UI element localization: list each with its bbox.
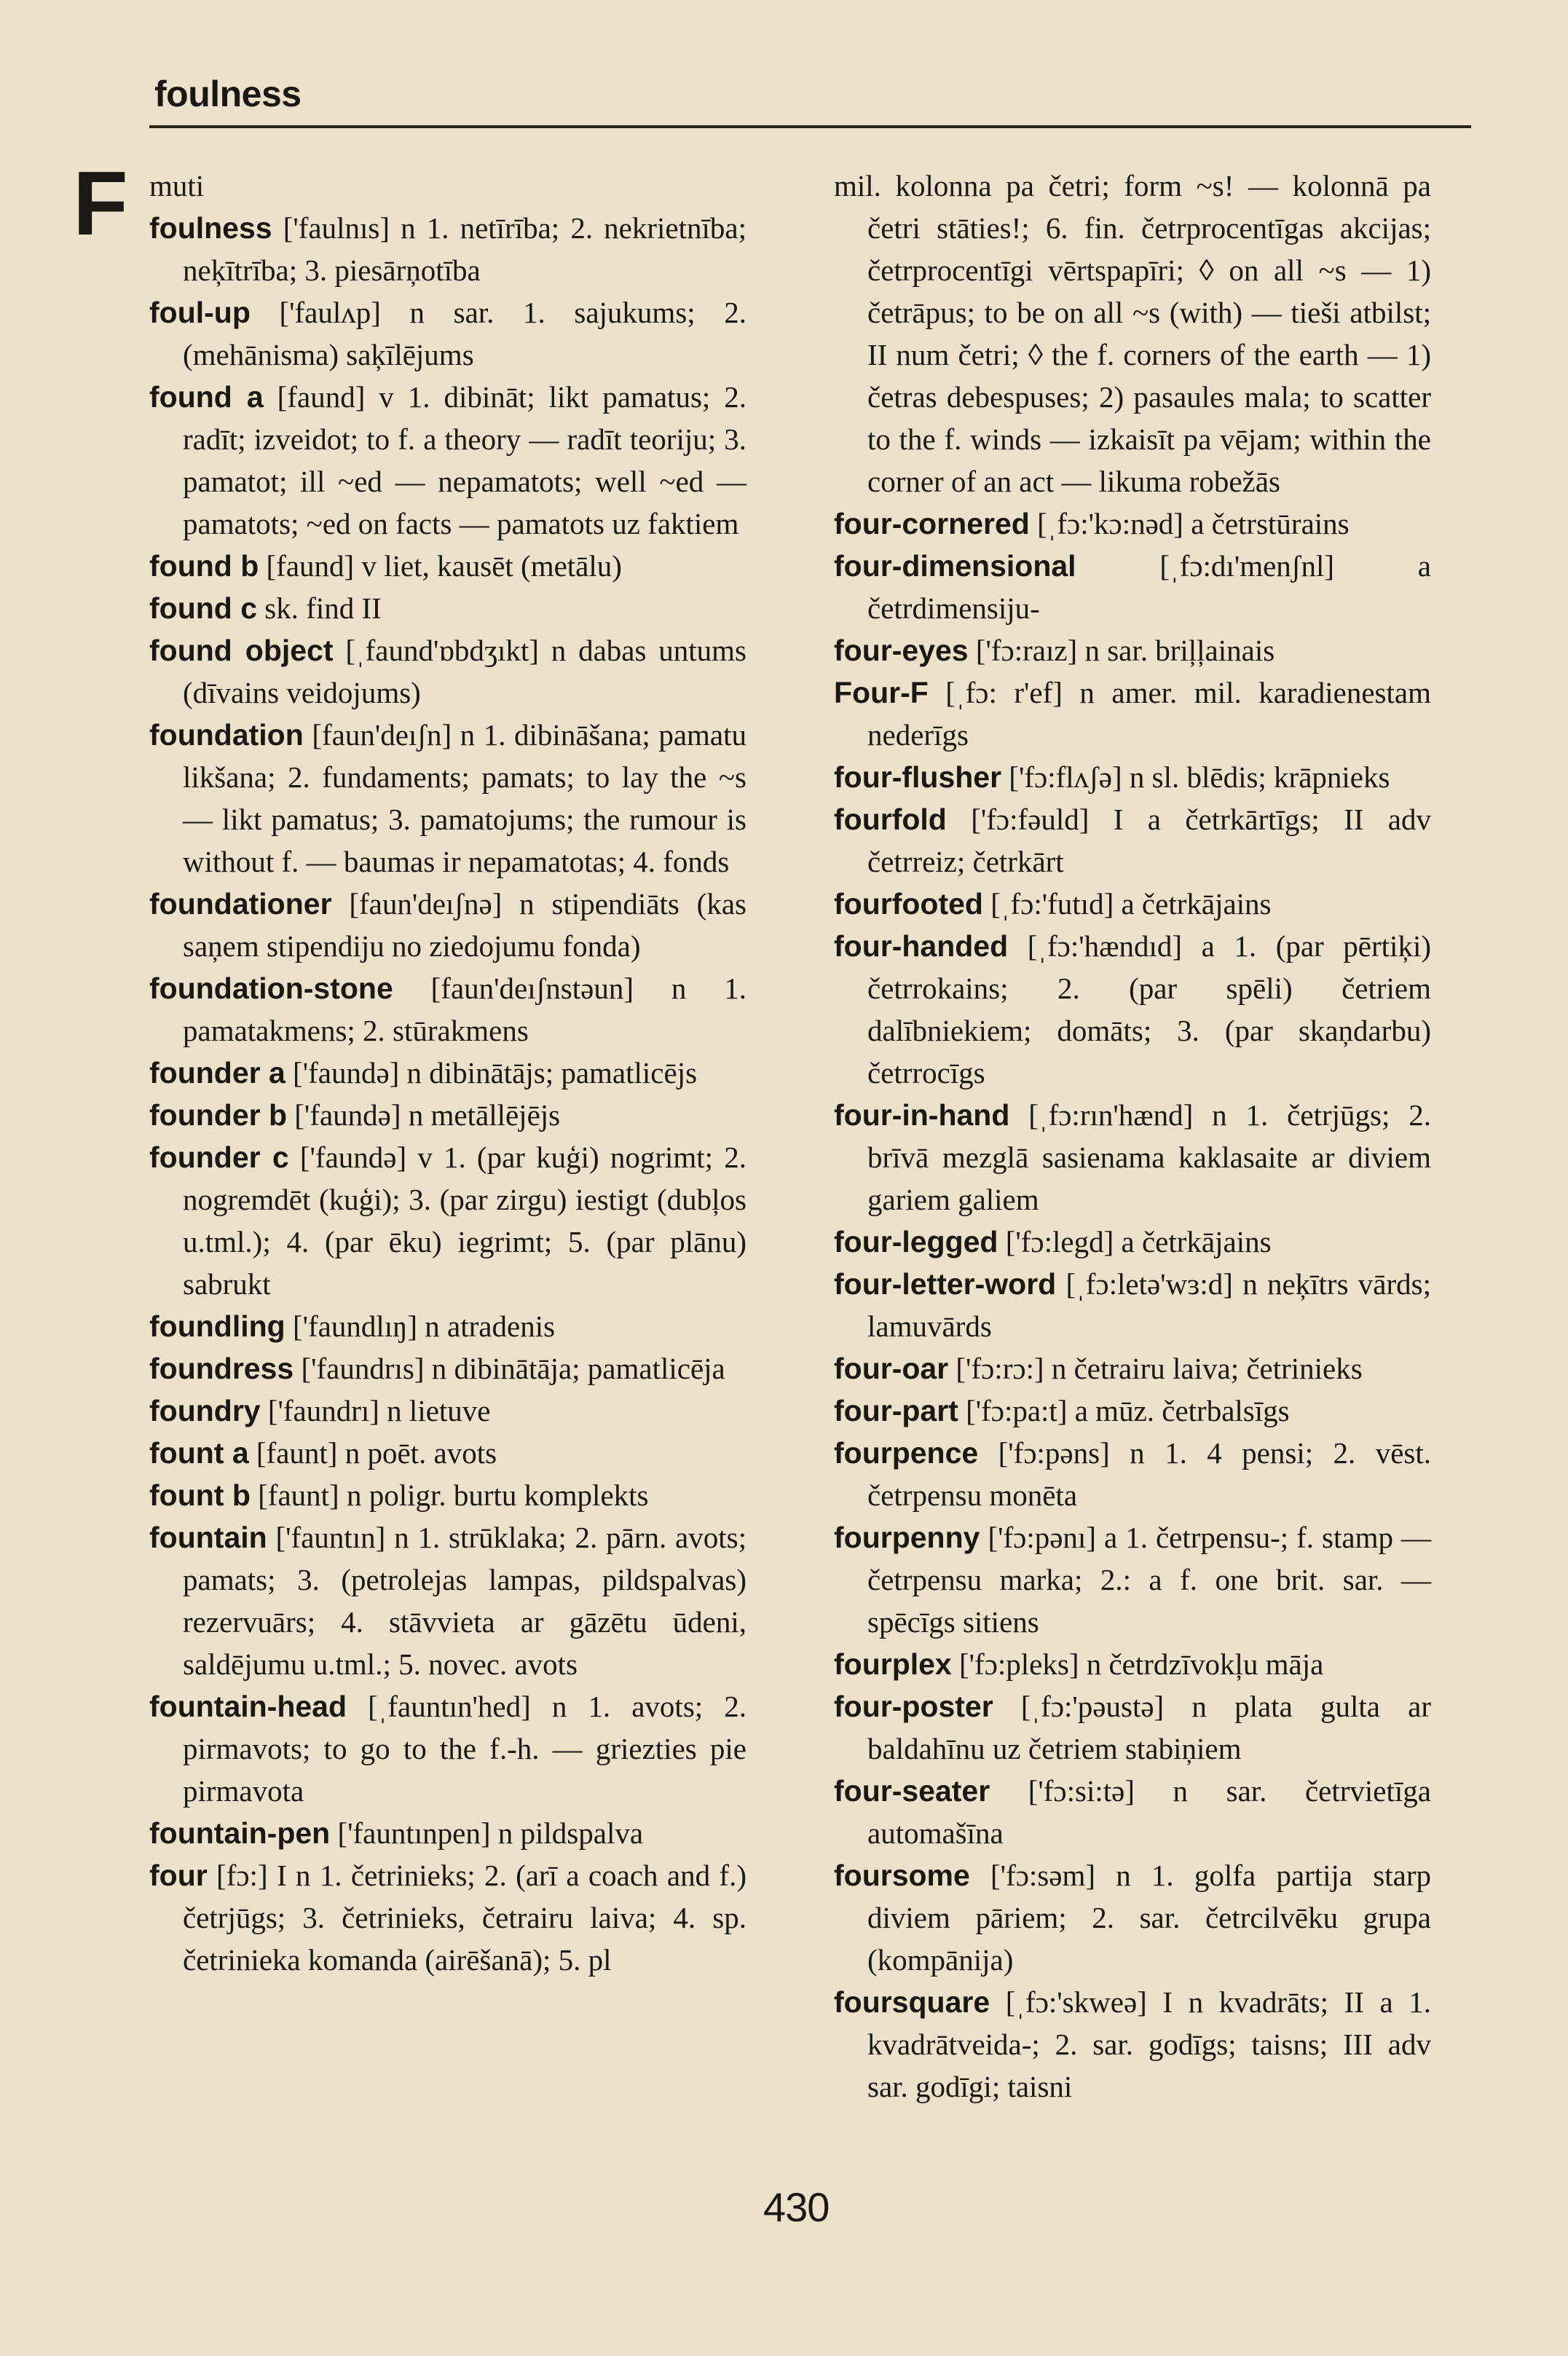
entry-four-letter-word: four-letter-word [ˌfɔ:letə'wɜ:d] n neķītrs vārds; lamuvārds — [834, 1267, 1431, 1343]
thumb-index-letter: F — [73, 154, 128, 254]
page-number: 430 — [763, 2184, 830, 2230]
entry-fountain-head: fountain-head [ˌfauntın'hed] n 1. avots; 2. pirmavots; to go to the f.-h. — griezties pie pirmavota — [149, 1690, 746, 1808]
entry-four-handed: four-handed [ˌfɔ:'hændıd] a 1. (par pērtiķi) četrrokains; 2. (par spēli) četriem dalībniekiem; domāts; 3. (par skaņdarbu) četrrocīgs — [834, 929, 1431, 1090]
entry-foursquare: foursquare [ˌfɔ:'skweə] I n kvadrāts; II a 1. kvadrātveida-; 2. sar. godīgs; taisns; III adv sar. godīgi; taisni — [834, 1985, 1431, 2103]
entry-fourpenny: fourpenny ['fɔ:pənı] a 1. četrpensu-; f. stamp — četrpensu marka; 2.: a f. one brit. sar. — spēcīgs sitiens — [834, 1521, 1431, 1639]
entry-foul-up: foul-up ['faulʌp] n sar. 1. sajukums; 2. (mehānisma) saķīlējums — [149, 296, 746, 371]
entry-four-poster: four-poster [ˌfɔ:'pəustə] n plata gulta ar baldahīnu uz četriem stabiņiem — [834, 1690, 1431, 1765]
entry-fount-b: fount b [faunt] n poligr. burtu komplekts — [149, 1478, 649, 1512]
entry-foundry: foundry ['faundrı] n lietuve — [149, 1394, 491, 1427]
entry-continuation: muti — [149, 169, 205, 202]
entry-four-seater: four-seater ['fɔ:si:tə] n sar. četrvietīga automašīna — [834, 1774, 1431, 1850]
entry-fountain: fountain ['fauntın] n 1. strūklaka; 2. pārn. avots; pamats; 3. (petrolejas lampas, pildspalvas) rezervuārs; 4. stāvvieta ar gāzētu ūdeni, saldējumu u.tml.; 5. novec. avots — [149, 1521, 746, 1681]
entry-foursome: foursome ['fɔ:səm] n 1. golfa partija starp diviem pāriem; 2. sar. četrcilvēku grupa (kompānija) — [834, 1859, 1431, 1977]
entry-four-in-hand: four-in-hand [ˌfɔ:rın'hænd] n 1. četrjūgs; 2. brīvā mezglā sasienama kaklasaite ar diviem gariem galiem — [834, 1098, 1431, 1216]
header-rule — [149, 125, 1471, 128]
entry-fourfold: fourfold ['fɔ:fəuld] I a četrkārtīgs; II adv četrreiz; četrkārt — [834, 803, 1431, 878]
entry-fount-a: fount a [faunt] n poēt. avots — [149, 1436, 497, 1470]
entry-four-legged: four-legged ['fɔ:legd] a četrkājains — [834, 1225, 1272, 1258]
entry-founder-a: founder a ['faundə] n dibinātājs; pamatlicējs — [149, 1056, 698, 1090]
running-head: foulness — [154, 74, 302, 114]
entry-founder-b: founder b ['faundə] n metāllējējs — [149, 1098, 561, 1132]
entry-four-eyes: four-eyes ['fɔ:raız] n sar. briļļainais — [834, 634, 1275, 667]
entry-fourplex: fourplex ['fɔ:pleks] n četrdzīvokļu māja — [834, 1647, 1324, 1681]
entry-four-flusher: four-flusher ['fɔ:flʌʃə] n sl. blēdis; krāpnieks — [834, 760, 1390, 794]
entry-found-c: found c sk. find II — [149, 591, 382, 625]
entry-found-a: found a [faund] v 1. dibināt; likt pamatus; 2. radīt; izveidot; to f. a theory — radīt teoriju; 3. pamatot; ill ~ed — nepamatots; well ~ed — pamatots; ~ed on facts — pamatots uz faktiem — [149, 380, 746, 540]
entry-four-dimensional: four-dimensional [ˌfɔ:dı'menʃnl] a četrdimensiju- — [834, 549, 1431, 625]
entry-founder-c: founder c ['faundə] v 1. (par kuģi) nogrimt; 2. nogremdēt (kuģi); 3. (par zirgu) iestigt (dubļos u.tml.); 4. (par ēku) iegrimt; 5. (par plānu) sabrukt — [149, 1140, 746, 1301]
entry-four-part: four-part ['fɔ:pa:t] a mūz. četrbalsīgs — [834, 1394, 1290, 1427]
entry-foundation: foundation [faun'deıʃn] n 1. dibināšana; pamatu likšana; 2. fundaments; pamats; to lay the ~s — likt pamatus; 3. pamatojums; the rumour is without f. — baumas ir nepamatotas; 4. fonds — [149, 718, 746, 878]
entry-foundationer: foundationer [faun'deıʃnə] n stipendiāts (kas saņem stipendiju no ziedojumu fonda) — [149, 887, 746, 963]
right-column — [834, 165, 1431, 2108]
left-column — [149, 165, 746, 1981]
entry-four-continuation: mil. kolonna pa četri; form ~s! — kolonnā pa četri stāties!; 6. fin. četrprocentīgas akcijas; četrprocentīgi vērtspapīri; ◊ on all ~s — 1) četrāpus; to be on all ~s (with) — tieši atbilst; II num četri; ◊ the f. corners of the earth — 1) četras debespuses; 2) pasaules mala; to scatter to the f. winds — izkaisīt pa vējam; within the corner of an act — likuma robežās — [834, 169, 1431, 498]
entry-foundling: foundling ['faundlıŋ] n atradenis — [149, 1309, 556, 1343]
entry-foundation-stone: foundation-stone [faun'deıʃnstəun] n 1. pamatakmens; 2. stūrakmens — [149, 972, 746, 1047]
entry-foundress: foundress ['faundrıs] n dibinātāja; pamatlicēja — [149, 1352, 725, 1385]
entry-fountain-pen: fountain-pen ['fauntınpen] n pildspalva — [149, 1816, 644, 1850]
entry-fourpence: fourpence ['fɔ:pəns] n 1. 4 pensi; 2. vēst. četrpensu monēta — [834, 1436, 1431, 1512]
entry-fourfooted: fourfooted [ˌfɔ:'futıd] a četrkājains — [834, 887, 1272, 921]
entry-found-object: found object [ˌfaund'ɒbdʒıkt] n dabas untums (dīvains veidojums) — [149, 634, 746, 709]
entry-four-cornered: four-cornered [ˌfɔ:'kɔ:nəd] a četrstūrains — [834, 507, 1350, 540]
entry-four: four [fɔ:] I n 1. četrinieks; 2. (arī a coach and f.) četrjūgs; 3. četrinieks, četrairu laiva; 4. sp. četrinieka komanda (airēšanā); 5. pl — [149, 1859, 746, 1977]
entry-four-oar: four-oar ['fɔ:rɔ:] n četrairu laiva; četrinieks — [834, 1352, 1363, 1385]
entry-found-b: found b [faund] v liet, kausēt (metālu) — [149, 549, 622, 583]
entry-four-f: Four-F [ˌfɔ: r'ef] n amer. mil. karadienestam nederīgs — [834, 676, 1431, 752]
entry-foulness: foulness ['faulnıs] n 1. netīrība; 2. nekrietnība; neķītrība; 3. piesārņotība — [149, 211, 746, 287]
